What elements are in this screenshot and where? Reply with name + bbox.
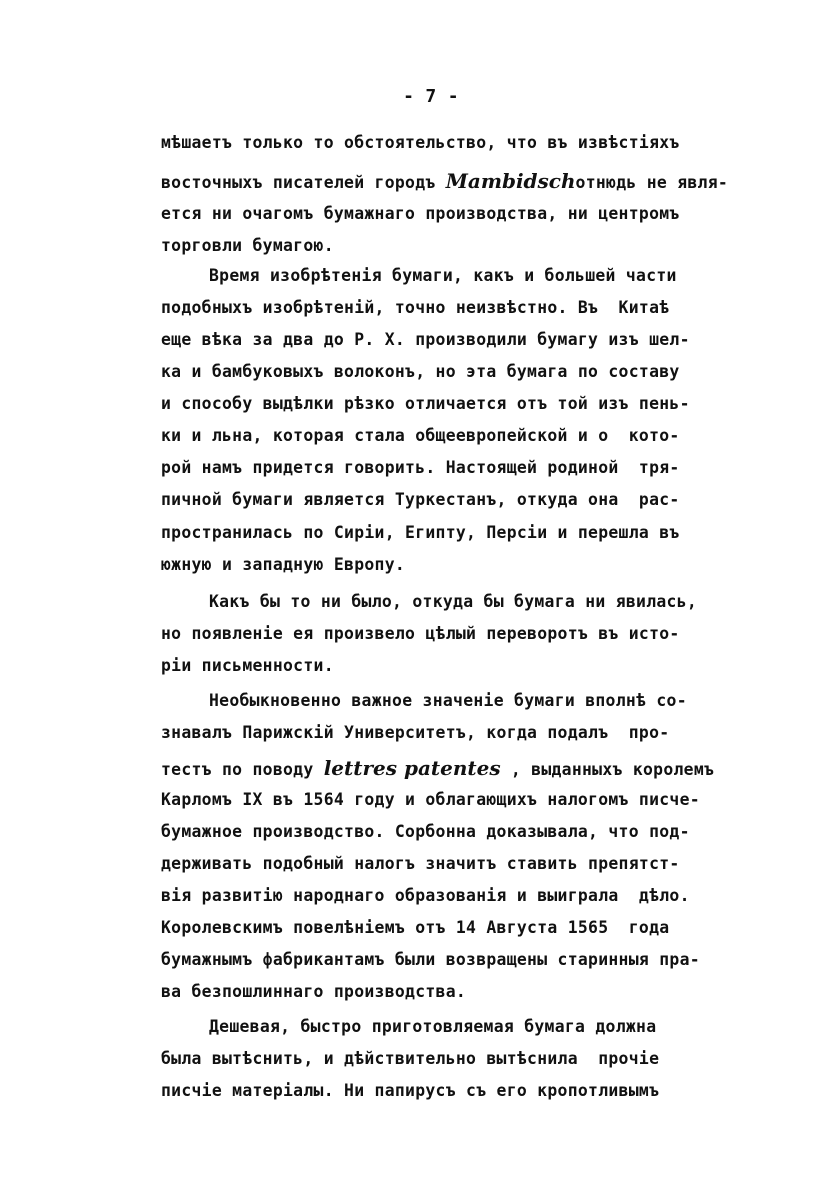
text-line: восточныхъ писателей городъ Mambidschотнюдь не явля- [161, 169, 729, 193]
page-number: - 7 - [403, 86, 459, 107]
text-line: но появленіе ея произвело цѣлый переворотъ въ исто- [161, 624, 680, 643]
text-line: ка и бамбуковыхъ волоконъ, но эта бумага по составу [161, 362, 680, 381]
text-line: Необыкновенно важное значеніе бумаги вполнѣ со- [209, 691, 687, 710]
text-line: подобныхъ изобрѣтеній, точно неизвѣстно. Въ Китаѣ [161, 298, 670, 317]
text-line: бумажнымъ фабрикантамъ были возвращены старинныя пра- [161, 950, 700, 969]
text-line: знавалъ Парижскій Университетъ, когда подалъ про- [161, 723, 670, 742]
handwritten-insertion: Mambidsch [445, 169, 576, 193]
text-line: Какъ бы то ни было, откуда бы бумага ни явилась, [209, 592, 698, 611]
text-line: мѣшаетъ только то обстоятельство, что въ извѣстіяхъ [161, 133, 680, 152]
text-line: ки и льна, которая стала общеевропейской и о кото- [161, 426, 680, 445]
text-line: Королевскимъ повелѣніемъ отъ 14 Августа 1565 года [161, 918, 670, 937]
text-line: рой намъ придется говорить. Настоящей родиной тря- [161, 458, 680, 477]
text-line: Дешевая, быстро приготовляемая бумага должна [209, 1017, 657, 1036]
text-line: писчіе матеріалы. Ни папирусъ съ его кропотливымъ [161, 1081, 660, 1100]
text-line: пичной бумаги является Туркестанъ, откуда она рас- [161, 490, 680, 509]
handwritten-insertion: lettres patentes [323, 756, 501, 780]
text-line: тестъ по поводу lettres patentes , выданныхъ королемъ [161, 756, 715, 780]
text-line: ется ни очагомъ бумажнаго производства, ни центромъ [161, 204, 680, 223]
text-line: вія развитію народнаго образованія и выиграла дѣло. [161, 886, 690, 905]
text-line: Карломъ IX въ 1564 году и облагающихъ налогомъ писче- [161, 790, 700, 809]
text-line: была вытѣснить, и дѣйствительно вытѣснила прочіе [161, 1049, 660, 1068]
text-line: ріи письменности. [161, 656, 334, 675]
text-line: держивать подобный налогъ значитъ ставить препятст- [161, 854, 680, 873]
text-line: бумажное производство. Сорбонна доказывала, что под- [161, 822, 690, 841]
text-line: торговли бумагою. [161, 236, 334, 255]
text-line: пространилась по Сиріи, Египту, Персіи и перешла въ [161, 523, 680, 542]
text-line: южную и западную Европу. [161, 555, 406, 574]
text-line: еще вѣка за два до Р. Х. производили бумагу изъ шел- [161, 330, 690, 349]
text-line: ва безпошлиннаго производства. [161, 982, 467, 1001]
text-line: и способу выдѣлки рѣзко отличается отъ той изъ пень- [161, 394, 690, 413]
text-line: Время изобрѣтенія бумаги, какъ и большей части [209, 266, 677, 285]
